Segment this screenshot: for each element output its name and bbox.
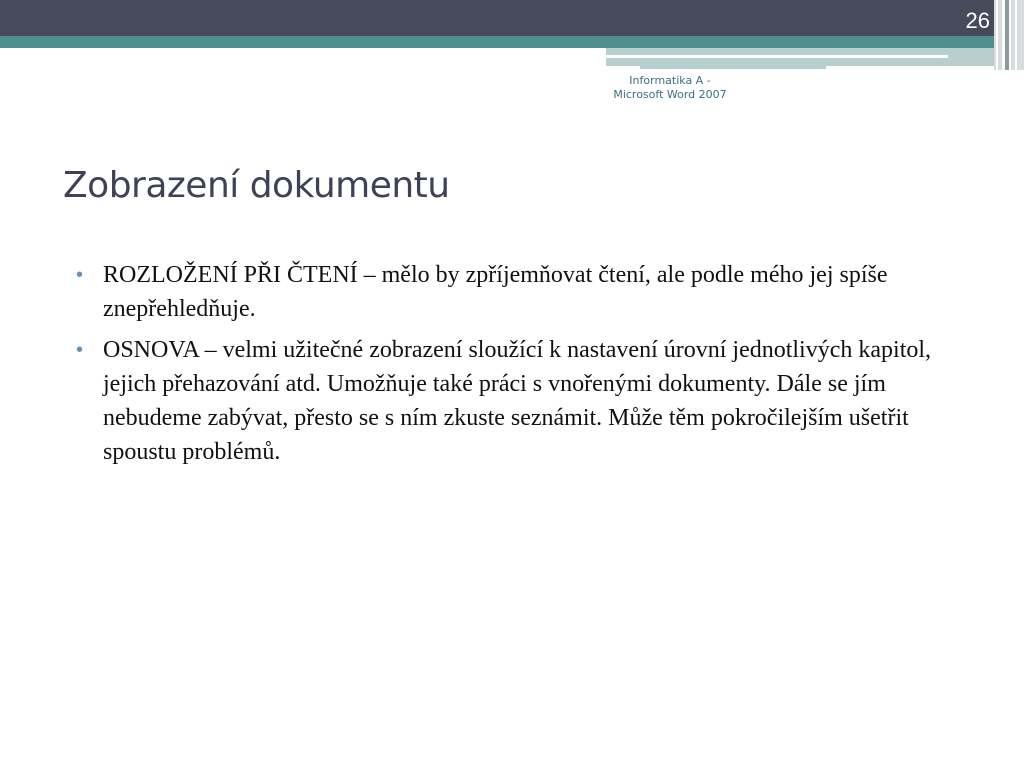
slide-title: Zobrazení dokumentu (63, 165, 450, 206)
header-vertical-line (996, 0, 998, 70)
header-teal-band (0, 36, 1000, 48)
bullet-dot-icon: • (76, 339, 84, 361)
bullet-item (76, 258, 956, 326)
header-vertical-line (1015, 0, 1017, 70)
header-vertical-line (1009, 0, 1011, 70)
bullet-list (76, 258, 956, 476)
footer-line-2: Microsoft Word 2007 (613, 88, 727, 101)
footer-line-1: Informatika A - (629, 74, 711, 87)
header-dark-band (0, 0, 1024, 36)
bullet-dot-icon: • (76, 264, 84, 286)
bullet-text: OSNOVA – velmi užitečné zobrazení sloužící k nastavení úrovní jednotlivých kapitol, jejich přehazování atd. Umožňuje také práci s vnořenými dokumenty. Dále se jím nebudeme zabývat, přesto se s ním zkuste seznámit. Může těm pokročilejším ušetřit spoustu problémů. (103, 337, 932, 465)
header-accent-line-lower (640, 66, 826, 69)
header-vertical-line (1002, 0, 1005, 70)
bullet-item (76, 333, 956, 469)
header-accent-line (606, 55, 948, 58)
slide-number: 26 (965, 8, 990, 33)
slide-footer (600, 74, 740, 102)
bullet-text: ROZLOŽENÍ PŘI ČTENÍ – mělo by zpříjemňovat čtení, ale podle mého jej spíše znepřehledňuje. (103, 262, 888, 322)
